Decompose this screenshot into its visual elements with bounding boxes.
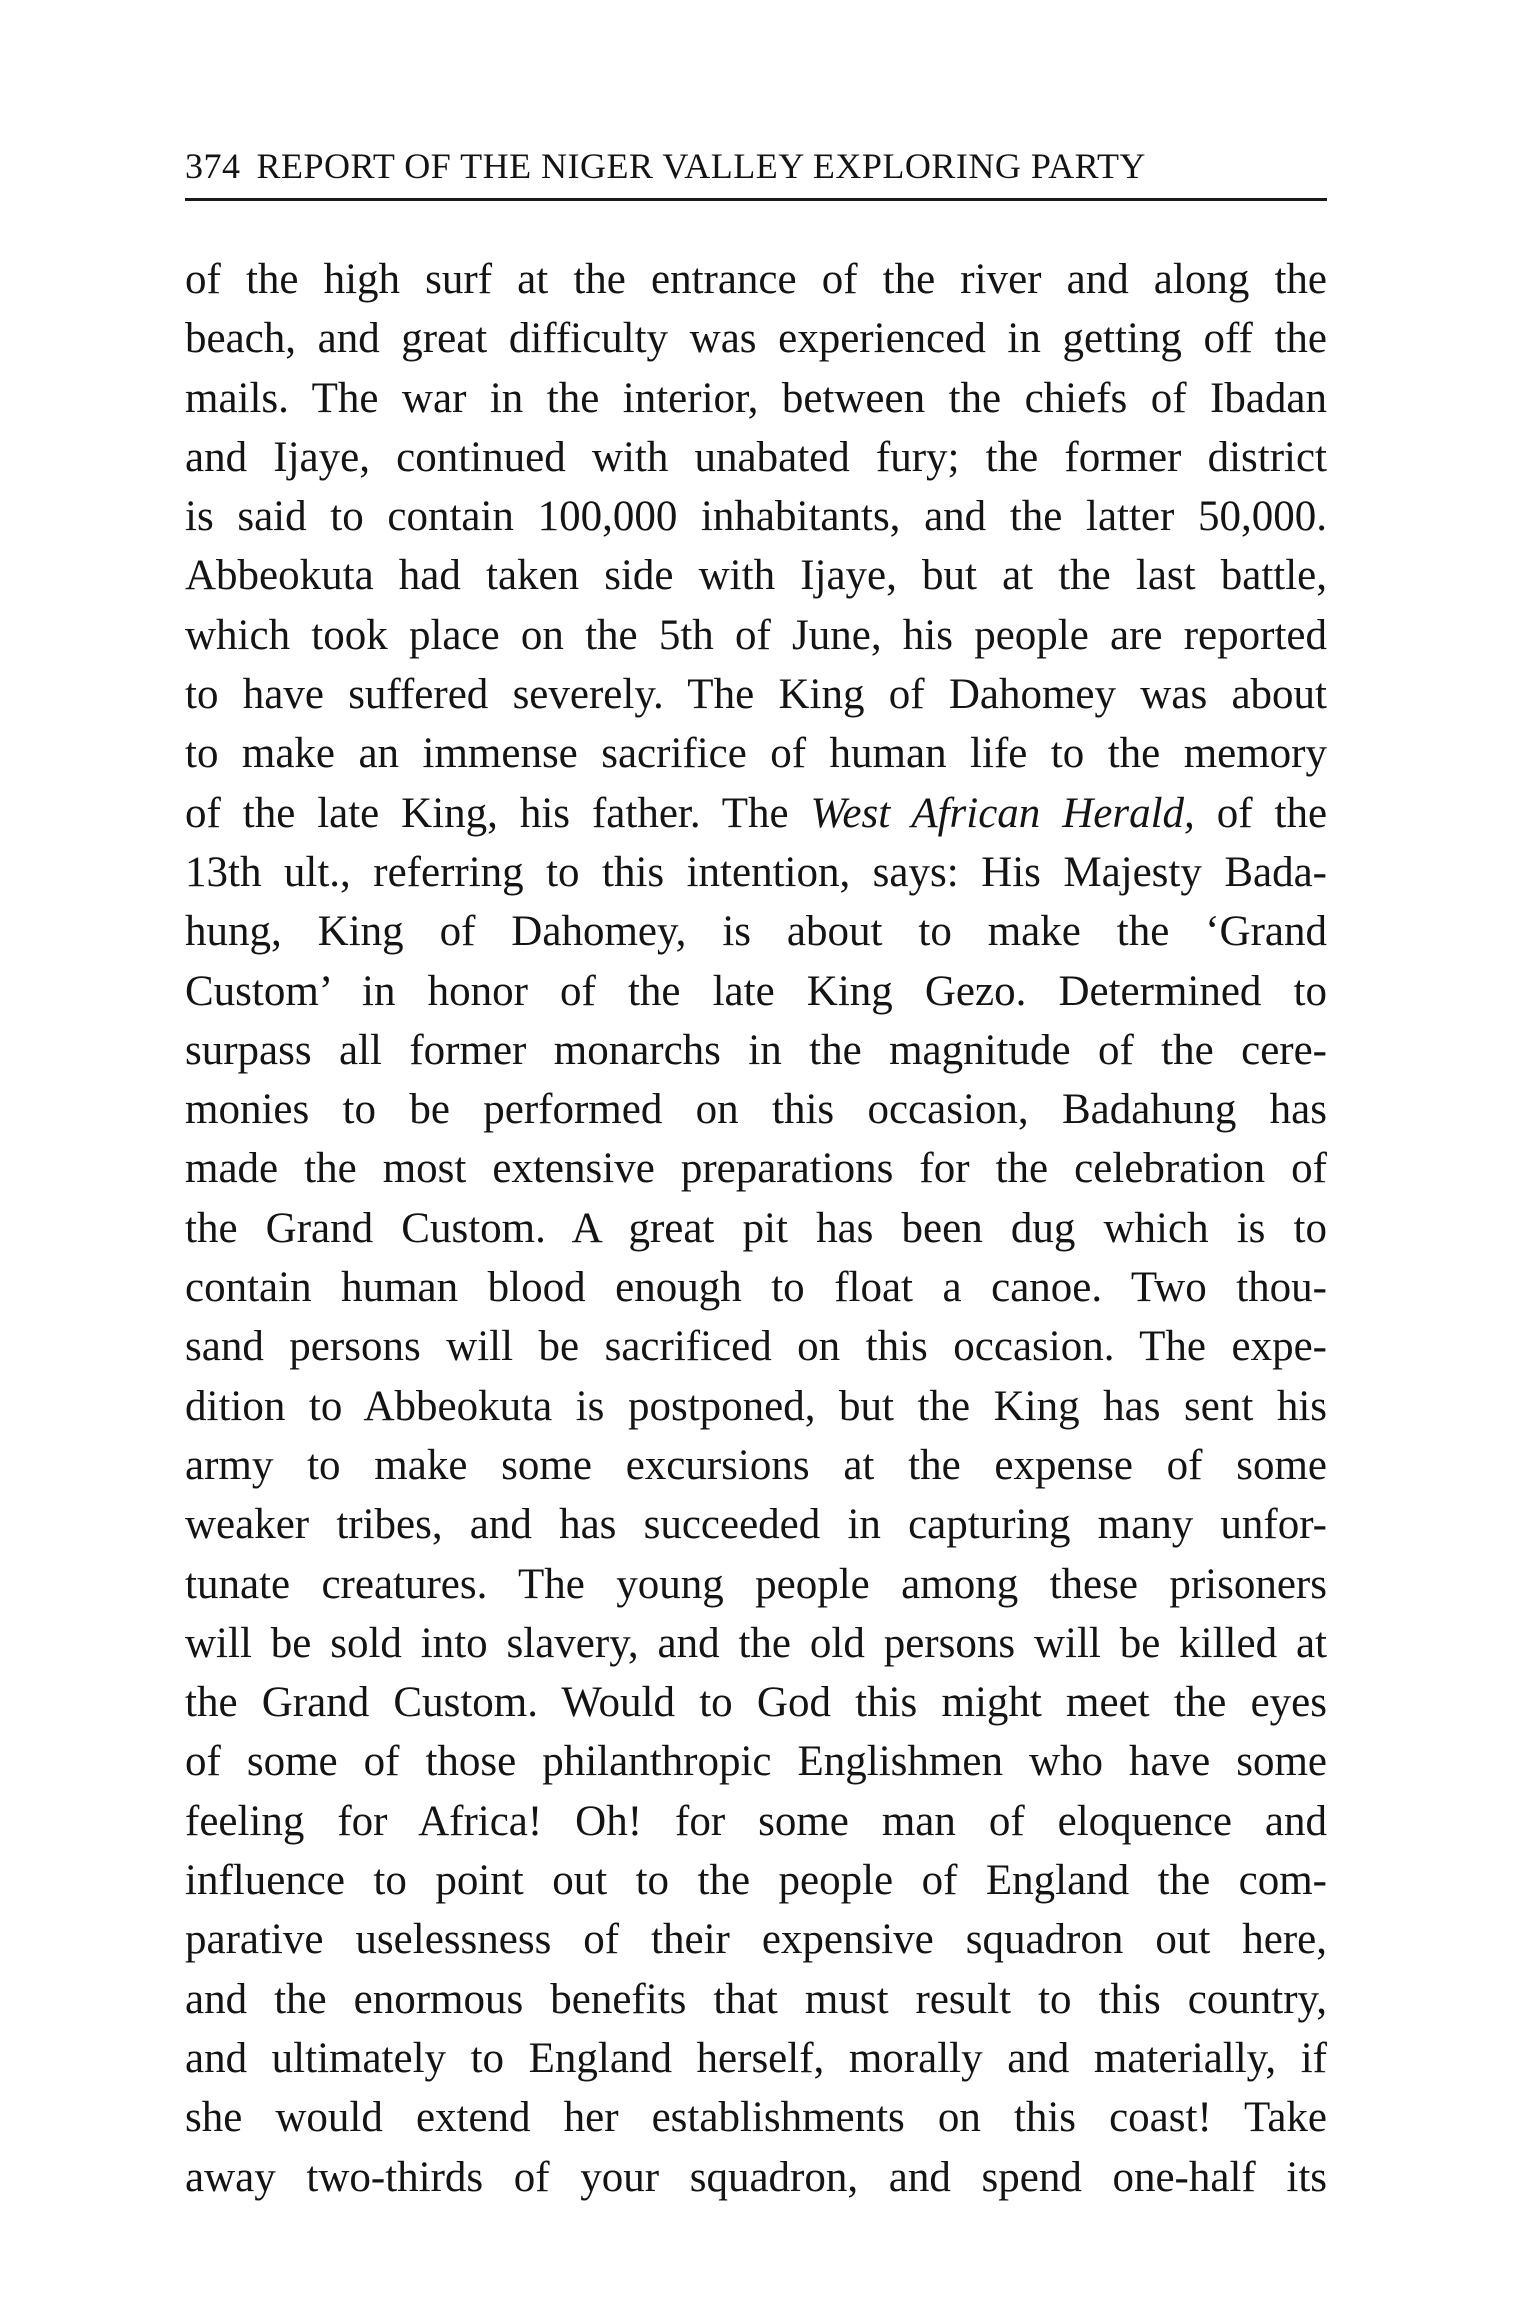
text-line: which took place on the 5th of June, his people are reported <box>185 611 1327 659</box>
text-line: mails. The war in the interior, between the chiefs of Ibadan <box>185 374 1327 422</box>
text-line: 13th ult., referring to this intention, says: His Majesty Bada- <box>185 848 1327 896</box>
text-line: and the enormous benefits that must result to this country, <box>185 1975 1327 2023</box>
text-line: away two-thirds of your squadron, and spend one-half its <box>185 2153 1327 2201</box>
newspaper-title: West African Herald, <box>810 789 1195 837</box>
text-line: surpass all former monarchs in the magnitude of the cere- <box>185 1026 1327 1074</box>
text-line-start: of the late King, his father. The <box>185 789 789 837</box>
text-line: to have suffered severely. The King of Dahomey was about <box>185 671 1327 719</box>
text-line: parative uselessness of their expensive squadron out here, <box>185 1916 1327 1964</box>
text-line: feeling for Africa! Oh! for some man of eloquence and <box>185 1797 1327 1845</box>
text-line: the Grand Custom. Would to God this might meet the eyes <box>185 1679 1327 1727</box>
text-line: she would extend her establishments on this coast! Take <box>185 2094 1327 2142</box>
text-line: to make an immense sacrifice of human life to the memory <box>185 730 1327 778</box>
text-line: Abbeokuta had taken side with Ijaye, but at the last battle, <box>185 552 1327 600</box>
text-line: sand persons will be sacrificed on this occasion. The expe- <box>185 1323 1327 1371</box>
text-line: monies to be performed on this occasion, Badahung has <box>185 1086 1327 1134</box>
text-line: of the high surf at the entrance of the river and along the <box>185 256 1327 303</box>
text-line: is said to contain 100,000 inhabitants, and the latter 50,000. <box>185 493 1327 541</box>
text-line: dition to Abbeokuta is postponed, but the King has sent his <box>185 1382 1327 1430</box>
text-line: influence to point out to the people of England the com- <box>185 1857 1327 1905</box>
text-line: and Ijaye, continued with unabated fury; the former district <box>185 433 1327 481</box>
text-line: Custom’ in honor of the late King Gezo. Determined to <box>185 967 1327 1015</box>
text-line: beach, and great difficulty was experienced in getting off the <box>185 315 1327 363</box>
body-text <box>185 250 1327 2207</box>
running-head <box>185 138 1325 194</box>
text-line: will be sold into slavery, and the old persons will be killed at <box>185 1619 1327 1667</box>
text-line: and ultimately to England herself, morally and materially, if <box>185 2034 1327 2082</box>
text-line-end: of the <box>1216 789 1327 837</box>
running-title: REPORT OF THE NIGER VALLEY EXPLORING PARTY <box>256 146 1146 186</box>
header-rule <box>185 198 1327 201</box>
text-line: army to make some excursions at the expense of some <box>185 1441 1327 1489</box>
text-line: hung, King of Dahomey, is about to make the ‘Grand <box>185 908 1327 956</box>
text-line: of some of those philanthropic Englishmen who have some <box>185 1738 1327 1786</box>
page-number: 374 <box>185 146 241 186</box>
text-line: contain human blood enough to float a canoe. Two thou- <box>185 1264 1327 1312</box>
text-line: tunate creatures. The young people among these prisoners <box>185 1560 1327 1608</box>
text-line-with-italic <box>185 784 1327 843</box>
text-line: made the most extensive preparations for the celebration of <box>185 1145 1327 1193</box>
text-line: the Grand Custom. A great pit has been dug which is to <box>185 1204 1327 1252</box>
text-line: weaker tribes, and has succeeded in capturing many unfor- <box>185 1501 1327 1549</box>
